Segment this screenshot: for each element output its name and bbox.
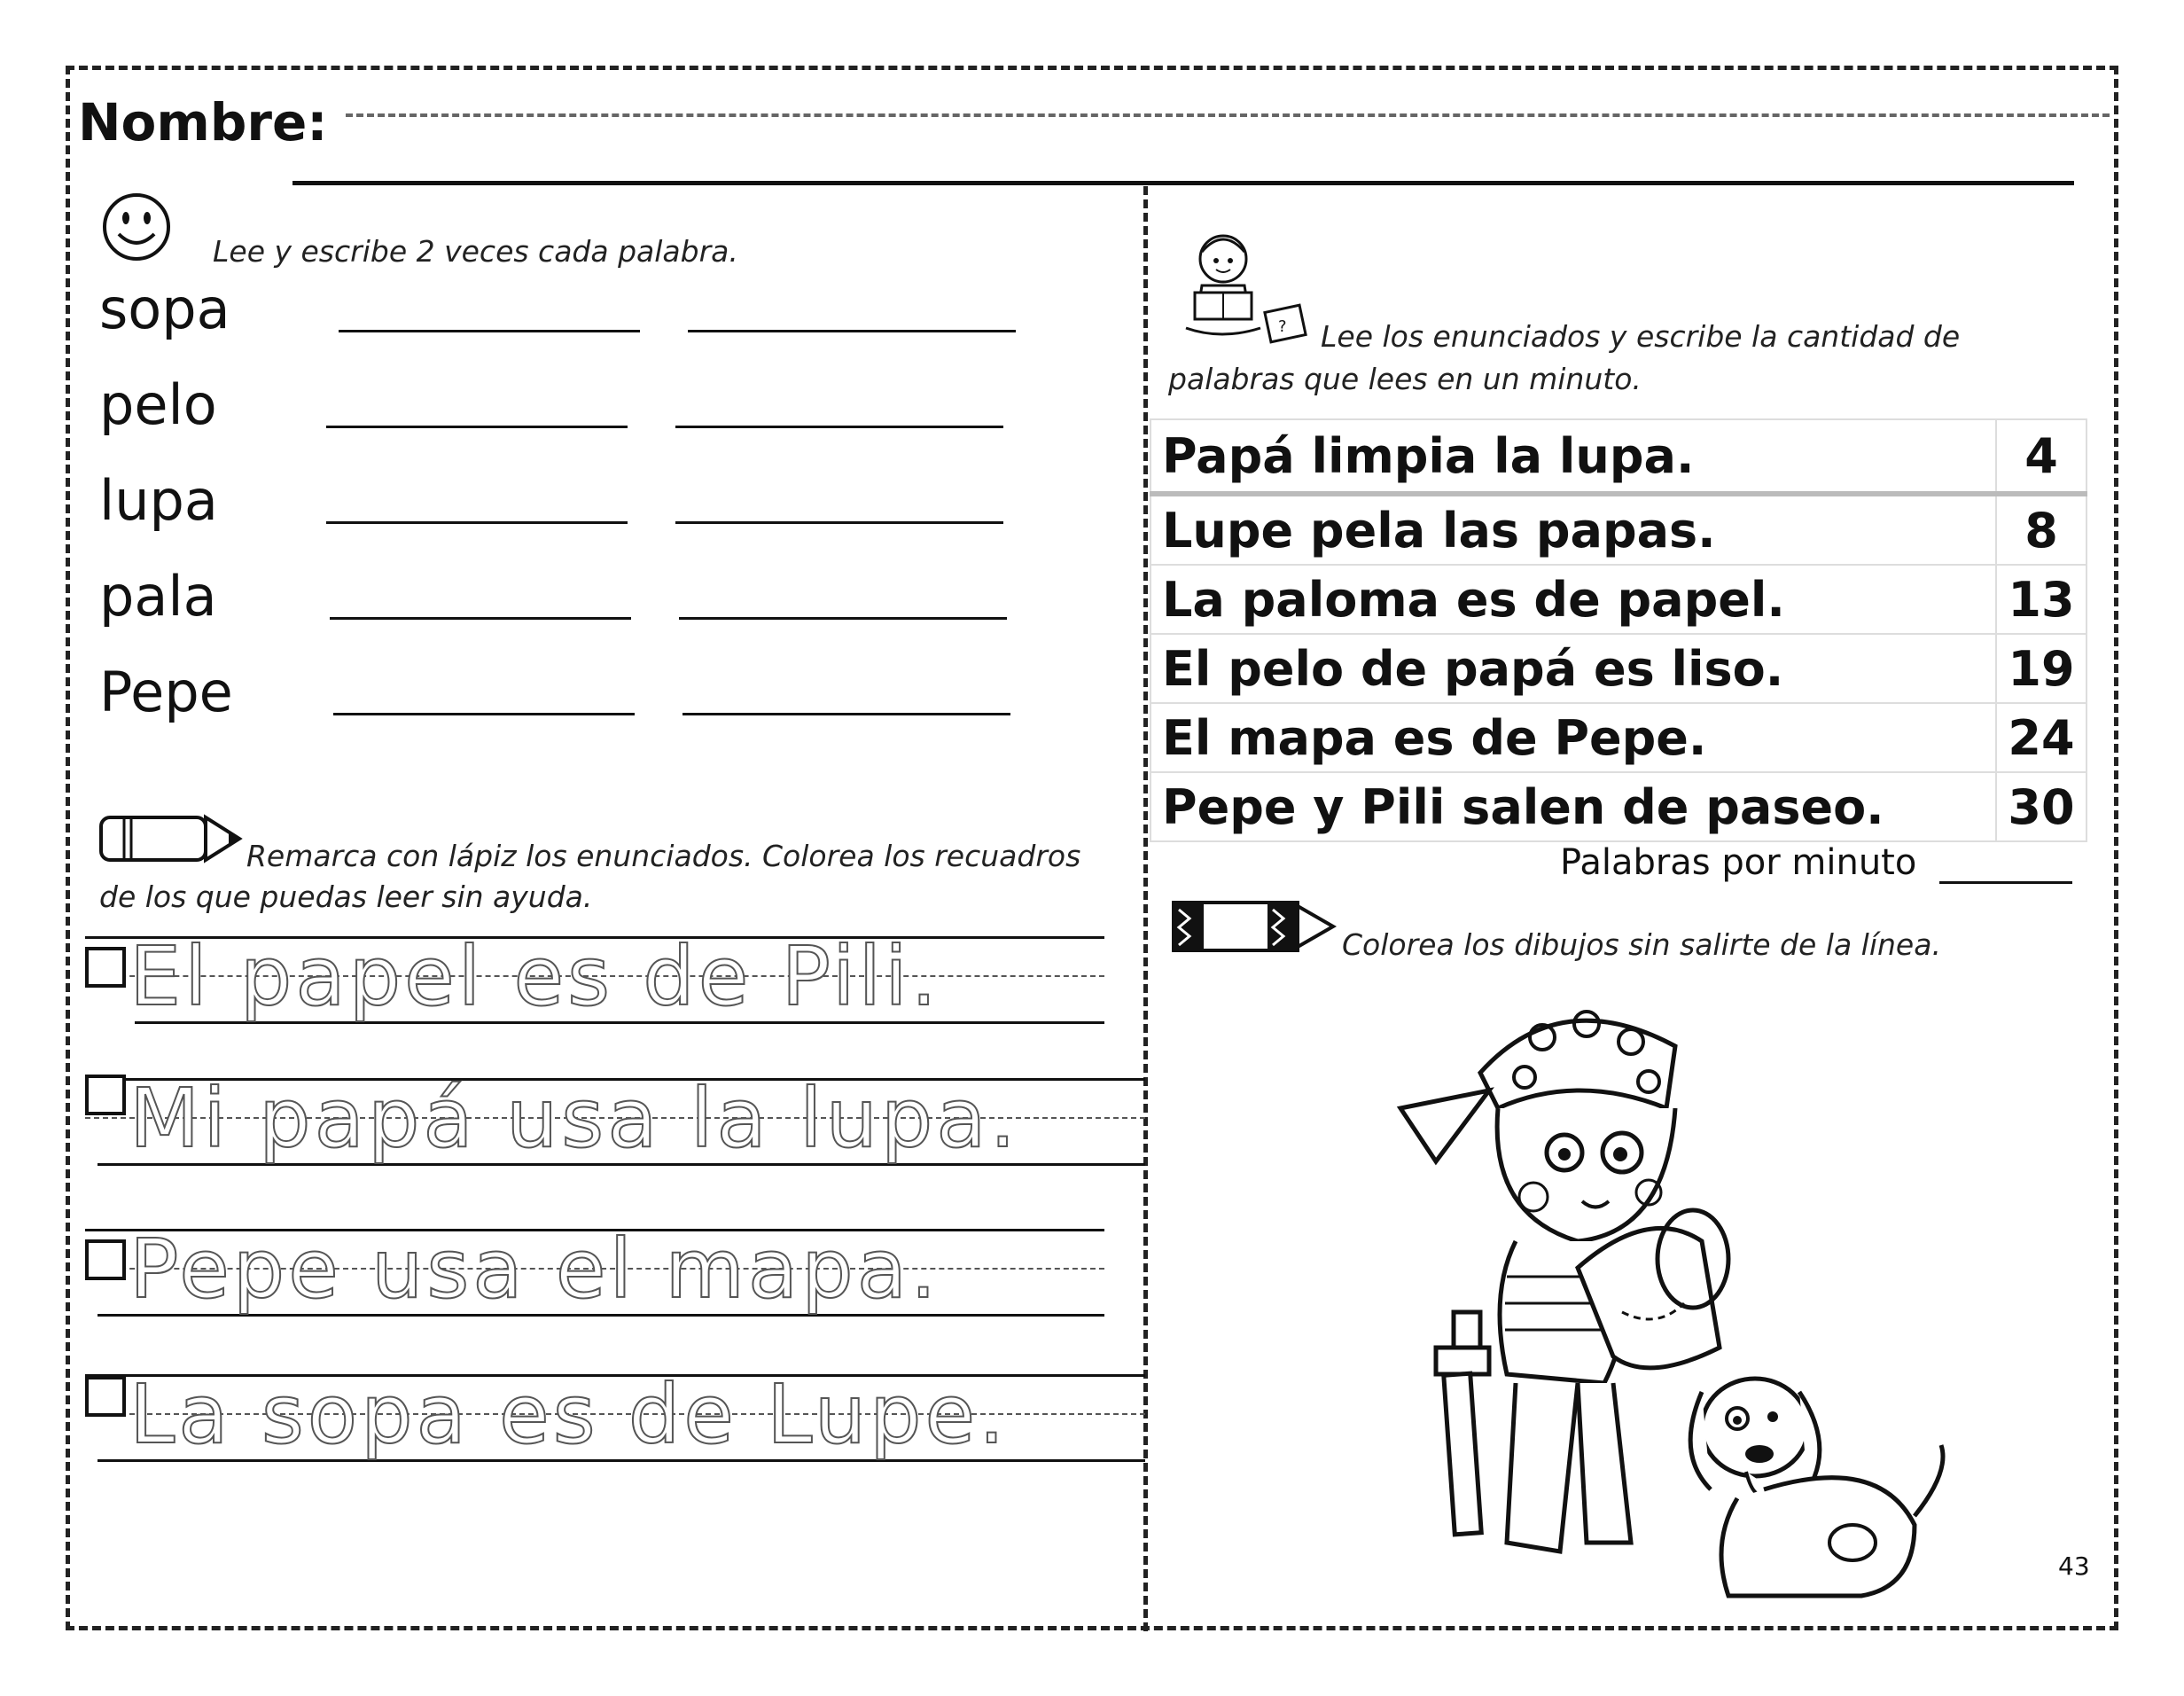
pirate-boy-with-dog-illustration[interactable] [1383,975,1968,1614]
write-line[interactable] [339,330,640,332]
child-reading-icon [1168,223,1314,349]
read-checkbox[interactable] [85,1075,126,1115]
write-line[interactable] [326,426,628,428]
read-checkbox[interactable] [85,1376,126,1417]
pencil-icon [98,812,243,865]
smiley-icon [99,190,174,264]
section3-instruction-line1: Lee los enunciados y escribe la cantidad de [1321,319,1961,354]
write-line[interactable] [333,713,635,715]
name-write-line[interactable] [292,181,2074,185]
word-pala: pala [99,564,217,629]
write-line[interactable] [679,617,1007,620]
table-row [1150,703,2086,772]
table-row [1150,565,2086,634]
write-line[interactable] [330,617,631,620]
section3-instruction-line2: palabras que lees en un minuto. [1168,362,1642,396]
trace-sentence[interactable]: El papel es de Pili. [129,929,940,1024]
table-count: 8 [1996,494,2086,565]
word-pepe: Pepe [99,660,233,724]
trace-sentence[interactable]: Pepe usa el mapa. [129,1222,940,1317]
name-label: Nombre: [78,92,328,152]
svg-text:?: ? [1278,317,1287,336]
name-dashed-line [346,113,2110,117]
table-row [1150,494,2086,565]
section1-instruction: Lee y escribe 2 veces cada palabra. [213,234,738,269]
table-sentence: Lupe pela las papas. [1150,494,1996,565]
table-count: 19 [1996,634,2086,703]
words-per-minute-input[interactable] [1939,881,2072,884]
table-sentence: Papá limpia la lupa. [1150,419,1996,494]
trace-row [85,1071,1145,1184]
crayon-icon [1170,897,1338,956]
read-checkbox[interactable] [85,947,126,988]
table-sentence: La paloma es de papel. [1150,565,1996,634]
table-count: 13 [1996,565,2086,634]
trace-row [85,1367,1145,1481]
word-sopa: sopa [99,277,230,341]
read-checkbox[interactable] [85,1239,126,1280]
table-row [1150,772,2086,841]
table-row [1150,634,2086,703]
write-line[interactable] [326,521,628,524]
table-count: 24 [1996,703,2086,772]
table-sentence: El mapa es de Pepe. [1150,703,1996,772]
table-count: 4 [1996,419,2086,494]
section2-instruction-line1: Remarca con lápiz los enunciados. Colorea los recuadros [246,839,1081,873]
trace-sentence[interactable]: Mi papá usa la lupa. [129,1071,1019,1166]
section4-instruction: Colorea los dibujos sin salirte de la línea. [1342,927,1941,962]
table-sentence: Pepe y Pili salen de paseo. [1150,772,1996,841]
word-pelo: pelo [99,372,217,437]
write-line[interactable] [688,330,1016,332]
write-line[interactable] [675,521,1003,524]
table-row [1150,419,2086,494]
reading-table [1150,418,2087,842]
section2-instruction-line2: de los que puedas leer sin ayuda. [99,879,593,914]
word-lupa: lupa [99,468,218,533]
trace-row [85,929,1104,1043]
table-sentence: El pelo de papá es liso. [1150,634,1996,703]
table-count: 30 [1996,772,2086,841]
trace-sentence[interactable]: La sopa es de Lupe. [129,1367,1009,1462]
page-number: 43 [2058,1551,2090,1581]
write-line[interactable] [675,426,1003,428]
write-line[interactable] [682,713,1010,715]
words-per-minute-label: Palabras por minuto [1560,842,1917,883]
trace-row [85,1222,1104,1335]
